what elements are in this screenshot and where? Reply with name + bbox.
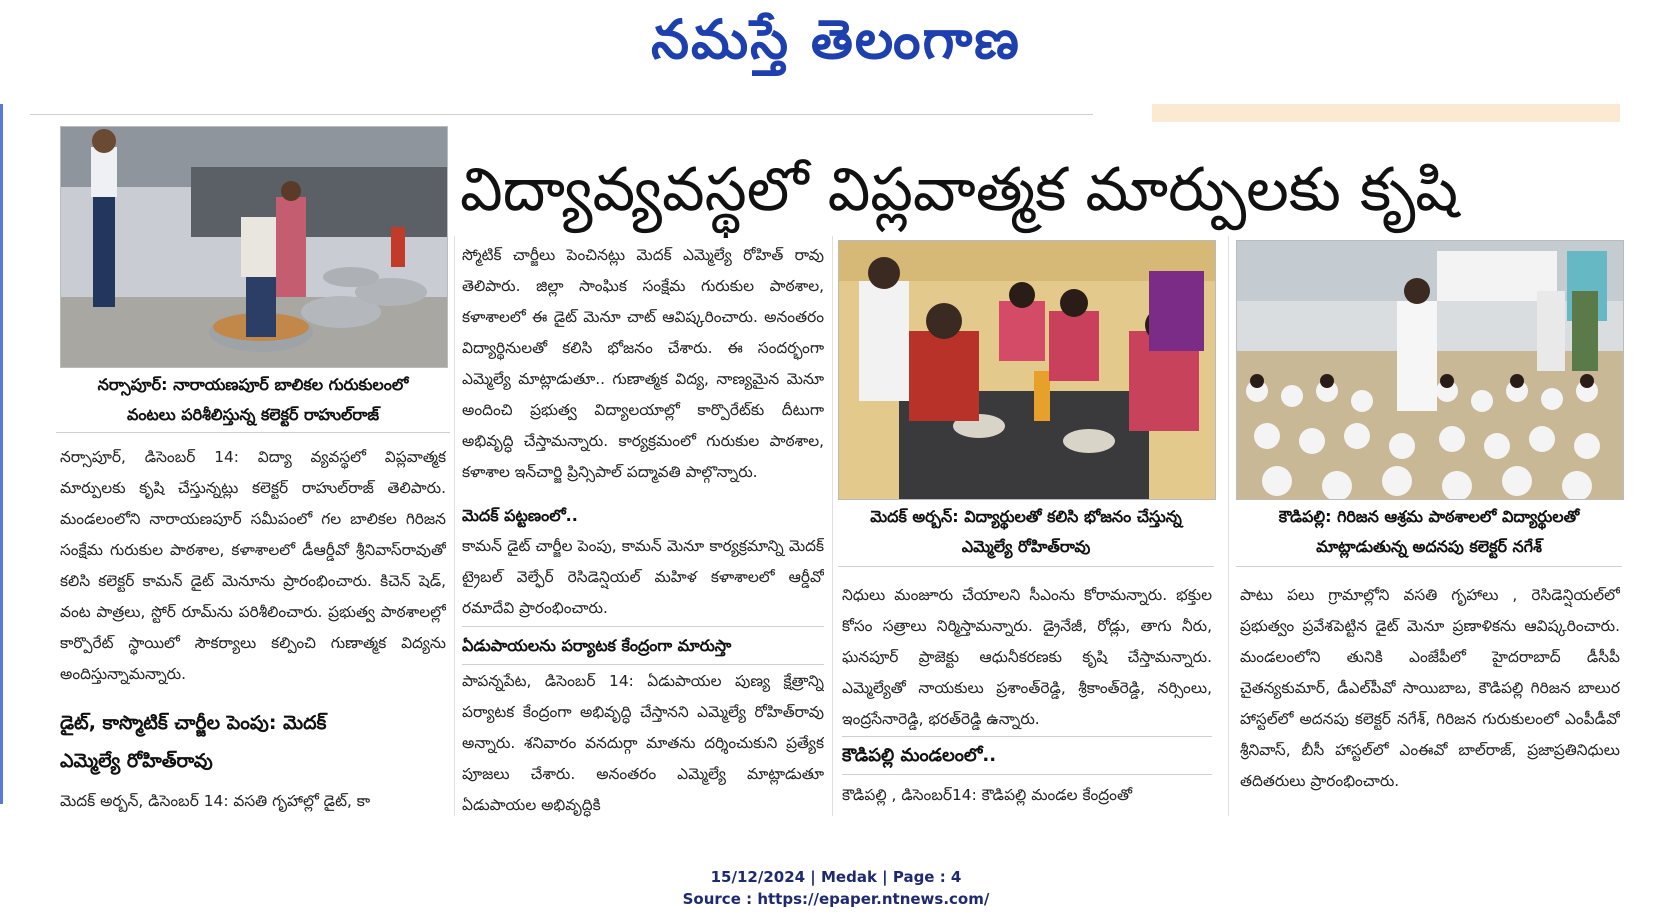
caption-divider: [838, 566, 1214, 567]
col2-body-3: పాపన్నపేట, డిసెంబర్ 14: ఏడుపాయల పుణ్య క్షేత్రాన్ని పర్యాటక కేంద్రంగా అభివృద్ధి చేస్తానని ఎమ్మెల్యే రోహిత్‌రావు అన్నారు. శనివారం వనదుర్గా మాతను దర్శించుకుని ప్రత్యేక పూజలు చేశారు. అనంతరం ఎమ్మెల్యే మాట్లాడుతూ ఏడుపాయల అభివృద్ధికి: [462, 672, 824, 814]
caption-line: నర్సాపూర్: నారాయణపూర్ బాలికల గురుకులంలో: [97, 375, 409, 394]
col1-tail: మెదక్ అర్బన్, డిసెంబర్ 14: వసతి గృహాల్లో డైట్, కా: [60, 792, 371, 810]
caption-line: మెదక్ అర్బన్: విద్యార్థులతో కలిసి భోజనం చేస్తున్న: [870, 507, 1182, 526]
column-divider: [454, 236, 455, 816]
article-headline: విద్యావ్యవస్థలో విప్లవాత్మక మార్పులకు కృషి: [460, 155, 1459, 225]
col2-body-2: కామన్ డైట్ చార్జీల పెంపు, కామన్ మెనూ కార్యక్రమాన్ని మెదక్ ట్రైబల్ వెల్ఫేర్ రెసిడెన్షియల్ మహిళ కళాశాలలో ఆర్డీవో రమాదేవి ప్రారంభించారు.: [462, 537, 824, 617]
col4-body: పాటు పలు గ్రామాల్లోని వసతి గృహాలు , రెసిడెన్షియల్‌లో ప్రభుత్వం ప్రవేశపెట్టిన డైట్ మెనూ ప్రణాళికను ఆవిష్కరించారు. మండలంలోని తునికి ఎంజేపీలో హైదరాబాద్ డీసీపీ చైతన్యకుమార్, డీఎల్‌పీవో సాయిబాబ, కౌడిపల్లి గిరిజన బాలుర హాస్టల్‌లో అదనపు కలెక్టర్ నగేశ్, గిరిజన గురుకులంలో ఎంపీడీవో శ్రీనివాస్, బీసీ హాస్టల్‌లో ఎంఈవో బాల్‌రాజ్, ప్రజాప్రతినిధులు తదితరులు ప్రారంభించారు.: [1240, 586, 1620, 790]
photo-collector-with-students: [1236, 240, 1624, 500]
footer-source: Source : https://epaper.ntnews.com/: [682, 890, 990, 908]
left-margin-bar: [0, 104, 3, 804]
col1-body: నర్సాపూర్, డిసెంబర్ 14: విద్యా వ్యవస్థలో విప్లవాత్మక మార్పులకు కృషి చేస్తున్నట్లు కలెక్టర్ రాహుల్‌రాజ్ తెలిపారు. మండలంలోని నారాయణపూర్ సమీపంలో గల బాలికల గిరిజన సంక్షేమ గురుకుల పాఠశాల, కళాశాలలో డీఆర్డీవో శ్రీనివాస్‌రావుతో కలిసి కలెక్టర్ కామన్ డైట్ మెనూను ప్రారంభించారు. కిచెన్ షెడ్, వంట పాత్రలు, స్టోర్ రూమ్‌ను పరిశీలించారు. ప్రభుత్వ పాఠశాలల్లో కార్పొరేట్ స్థాయిలో సౌకర్యాలు కల్పించి గుణాత్మక విద్యను అందిస్తున్నామన్నారు.: [60, 448, 446, 683]
section-divider: [462, 664, 824, 665]
photo-caption-medak-urban: [834, 502, 1218, 562]
caption-divider: [56, 432, 450, 433]
caption-line: మాట్లాడుతున్న అదనపు కలెక్టర్ నగేశ్: [1316, 537, 1542, 556]
photo-caption-kowdipalli: [1232, 502, 1626, 562]
column-divider: [1228, 236, 1229, 816]
caption-line: ఎమ్మెల్యే రోహిత్‌రావు: [961, 537, 1091, 556]
footer-date-edition: 15/12/2024 | Medak | Page : 4: [710, 868, 962, 886]
top-strip: [1152, 104, 1620, 122]
photo-caption-kitchen: [56, 370, 450, 430]
photo-kitchen-inspection: [60, 126, 448, 368]
caption-line: కౌడిపల్లి: గిరిజన ఆశ్రమ పాఠశాలలో విద్యార్థులతో: [1278, 507, 1580, 526]
masthead-logo: నమస్తే తెలంగాణ: [651, 7, 1021, 71]
col3-body-2: కౌడిపల్లి , డిసెంబర్14: కౌడిపల్లి మండల కేంద్రంతో: [842, 786, 1132, 804]
top-divider: [30, 114, 1093, 115]
section-divider: [842, 774, 1212, 775]
caption-divider: [1236, 566, 1622, 567]
subheading-line: ఎమ్మెల్యే రోహిత్‌రావు: [60, 750, 213, 772]
column-divider: [832, 236, 833, 816]
caption-line: వంటలు పరిశీలిస్తున్న కలెక్టర్ రాహుల్‌రాజ్: [126, 405, 380, 424]
photo-mla-with-students: [838, 240, 1216, 500]
col3-subheading-kowdipalli: కౌడిపల్లి మండలంలో..: [842, 745, 997, 766]
section-divider: [842, 736, 1212, 737]
col3-body-1: నిధులు మంజూరు చేయాలని సీఎంను కోరామన్నారు. భక్తుల కోసం సత్రాలు నిర్మిస్తామన్నారు. డ్రైనేజీ, రోడ్లు, తాగు నీరు, ఘనపూర్ ప్రాజెక్టు ఆధునీకరణకు కృషి చేస్తామన్నారు. ఎమ్మెల్యేతో నాయకులు ప్రశాంత్‌రెడ్డి, శ్రీకాంత్‌రెడ్డి, నర్సింలు, ఇంద్రసేనారెడ్డి, భరత్‌రెడ్డి ఉన్నారు.: [842, 586, 1212, 728]
subheading-line: డైట్, కాస్మొటిక్ చార్జీల పెంపు: మెదక్: [60, 712, 327, 734]
col2-subheading-medak: మెదక్ పట్టణంలో..: [462, 506, 578, 525]
col2-body-1: స్మోటిక్ చార్జీలు పెంచినట్లు మెదక్ ఎమ్మెల్యే రోహిత్ రావు తెలిపారు. జిల్లా సాంఘిక సంక్షేమ గురుకుల పాఠశాల, కళాశాలలో ఈ డైట్ మెనూ చాట్ ఆవిష్కరించారు. అనంతరం విద్యార్థినులతో కలిసి భోజనం చేశారు. ఈ సందర్భంగా ఎమ్మెల్యే మాట్లాడుతూ.. గుణాత్మక విద్య, నాణ్యమైన మెనూ అందించి ప్రభుత్వ విద్యాలయాల్లో కార్పొరేట్‌కు దీటుగా అభివృద్ధి చేస్తామన్నారు. కార్యక్రమంలో గురుకుల పాఠశాల, కళాశాల ఇన్‌చార్జి ప్రిన్సిపాల్ పద్మావతి పాల్గొన్నారు.: [462, 246, 824, 481]
section-divider: [462, 626, 824, 627]
col1-subheading: [60, 704, 446, 780]
col2-subheading-edupayala: ఏడుపాయలను పర్యాటక కేంద్రంగా మారుస్తా: [462, 636, 732, 655]
